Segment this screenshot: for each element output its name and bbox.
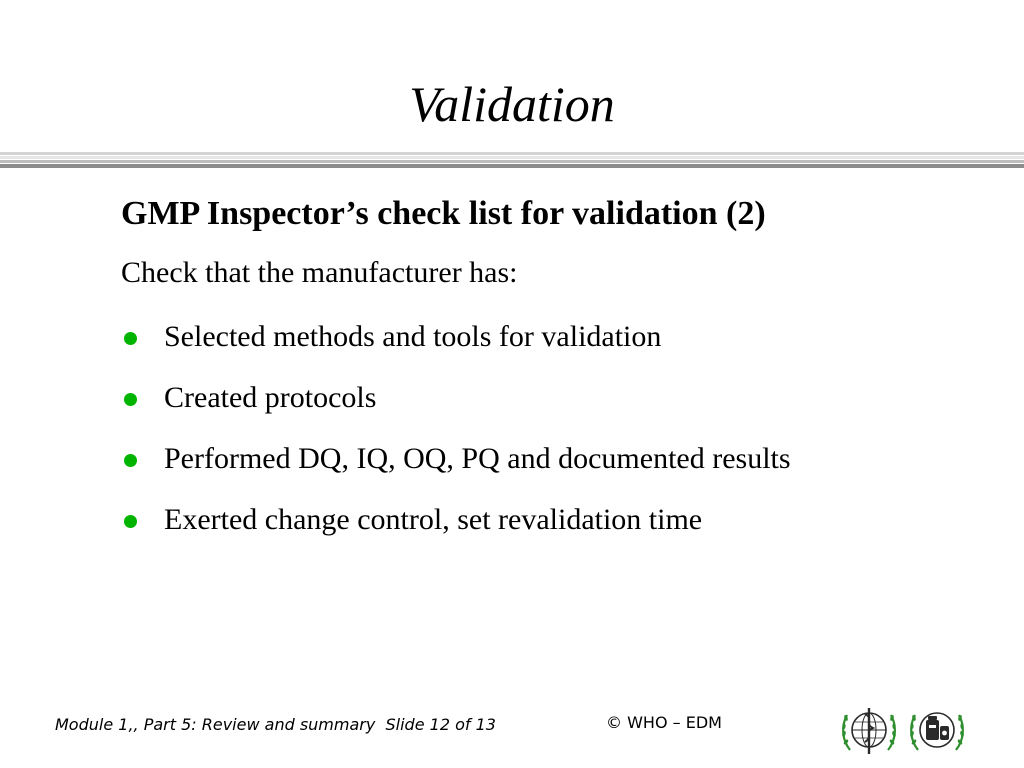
bullet-dot-icon	[124, 332, 137, 345]
bullet-text: Exerted change control, set revalidation time	[164, 503, 703, 536]
bullet-text: Selected methods and tools for validation	[164, 320, 662, 353]
bullet-item	[121, 499, 1001, 541]
slide-body	[121, 190, 1001, 560]
bullet-list	[121, 316, 1001, 541]
bullet-item	[121, 316, 1001, 358]
title-divider-line	[0, 152, 1024, 155]
bullet-text: Created protocols	[164, 381, 377, 414]
bullet-dot-icon	[124, 393, 137, 406]
bullet-text: Performed DQ, IQ, OQ, PQ and documented results	[164, 442, 791, 475]
title-divider-line	[0, 164, 1024, 168]
who-emblem-icon	[836, 696, 902, 762]
footer-module-info: Module 1,, Part 5: Review and summary Slide 12 of 13	[55, 715, 496, 734]
bullet-dot-icon	[124, 454, 137, 467]
title-divider-line	[0, 160, 1024, 163]
edm-emblem-icon	[904, 696, 970, 762]
title-divider-line	[0, 156, 1024, 159]
bullet-dot-icon	[124, 515, 137, 528]
section-heading: GMP Inspector’s check list for validation (2)	[121, 195, 766, 232]
bullet-item	[121, 377, 1001, 419]
slide-title: Validation	[409, 76, 615, 132]
intro-text: Check that the manufacturer has:	[121, 256, 518, 289]
footer-copyright: © WHO – EDM	[606, 713, 722, 732]
bullet-item	[121, 438, 1001, 480]
